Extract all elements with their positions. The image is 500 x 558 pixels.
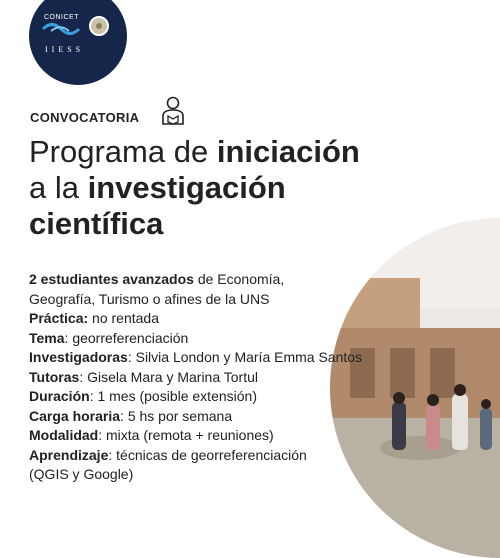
logo-text-conicet: CONICET xyxy=(44,14,79,21)
logo-text-iiess: IIESS xyxy=(45,45,85,54)
title-line-3: científica xyxy=(29,206,164,241)
detail-row-estudiantes-cont: Geografía, Turismo o afines de la UNS xyxy=(29,290,270,307)
detail-row-duracion: Duración: 1 mes (posible extensión) xyxy=(29,388,257,404)
iiess-logo xyxy=(29,0,127,85)
detail-row-aprendizaje: Aprendizaje: técnicas de georreferenciación xyxy=(29,446,307,463)
detail-row-tema: Tema: georreferenciación xyxy=(29,329,189,346)
kicker-label: CONVOCATORIA xyxy=(30,110,140,125)
detail-row-estudiantes: 2 estudiantes avanzados de Economía, xyxy=(29,271,285,287)
detail-row-aprendizaje-cont: (QGIS y Google) xyxy=(29,466,134,482)
seal-icon xyxy=(89,16,109,36)
detail-row-modalidad: Modalidad: mixta (remota + reuniones) xyxy=(29,427,274,443)
wave-icon xyxy=(41,22,87,36)
detail-row-tutoras: Tutoras: Gisela Mara y Marina Tortul xyxy=(29,368,259,385)
details-list xyxy=(29,270,429,485)
detail-row-practica: Práctica: no rentada xyxy=(29,310,159,326)
page-title xyxy=(29,134,360,242)
title-line-1: Programa de iniciación xyxy=(29,134,360,169)
detail-row-investigadoras: Investigadoras: Silvia London y María Emma Santos xyxy=(29,349,363,365)
detail-row-carga-horaria: Carga horaria: 5 hs por semana xyxy=(29,407,233,424)
title-line-2: a la investigación xyxy=(29,170,286,205)
person-reading-icon xyxy=(160,96,186,126)
